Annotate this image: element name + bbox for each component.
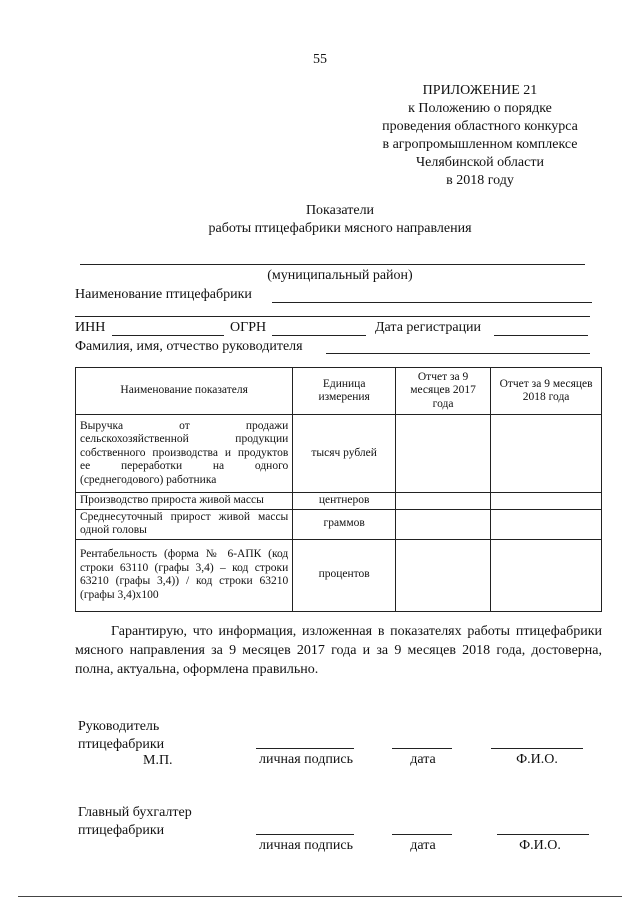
director-fio-field[interactable] [491,748,583,749]
column-header-2017: Отчет за 9 месяцев 2017 года [396,368,491,415]
factory-name-field-line2[interactable] [75,316,590,317]
ogrn-label: ОГРН [230,320,267,335]
registration-date-label: Дата регистрации [375,320,482,335]
indicator-unit: центнеров [293,493,396,510]
value-2017-cell[interactable] [396,509,491,539]
director-signature-field[interactable] [256,748,354,749]
appendix-line: Челябинской области [416,155,544,170]
director-name-field[interactable] [326,353,590,354]
accountant-date-field[interactable] [392,834,452,835]
column-header-2018: Отчет за 9 месяцев 2018 года [491,368,602,415]
indicator-unit: граммов [293,509,396,539]
indicators-table [75,367,602,612]
director-title [78,718,164,754]
indicator-name: Производство прироста живой массы [76,493,293,510]
date-caption: дата [410,838,436,853]
director-date-field[interactable] [392,748,452,749]
table-row [76,509,602,539]
value-2018-cell[interactable] [491,539,602,611]
column-header-unit: Единица измерения [293,368,396,415]
accountant-title-line1: Главный бухгалтер [78,805,192,820]
district-field-line[interactable] [80,264,585,265]
district-caption: (муниципальный район) [267,268,413,283]
factory-name-label: Наименование птицефабрики [75,287,252,302]
indicator-name: Рентабельность (форма № 6-АПК (код строки 63110 (графы 3,4) – код строки 63210 (графы 3,4)) / код строки 63210 (графы 3,4)х100 [76,539,293,611]
ogrn-field[interactable] [272,335,366,336]
accountant-signature-field[interactable] [256,834,354,835]
page-number: 55 [313,52,327,67]
value-2018-cell[interactable] [491,493,602,510]
factory-name-field[interactable] [272,302,592,303]
director-title-line1: Руководитель [78,719,160,734]
director-name-label: Фамилия, имя, отчество руководителя [75,339,303,354]
director-title-line2: птицефабрики [78,737,165,752]
appendix-line: ПРИЛОЖЕНИЕ 21 [422,83,538,98]
stamp-placeholder: М.П. [143,753,173,768]
accountant-title [78,804,192,840]
inn-label: ИНН [75,320,106,335]
signature-caption: личная подпись [259,752,353,767]
guarantee-statement: Гарантирую, что информация, изложенная в показателях работы птицефабрики мясного направления за 9 месяцев 2017 года и за 9 месяцев 2018 года, достоверна, полна, актуальна, оформлена правильно. [75,624,602,677]
fio-caption: Ф.И.О. [516,752,558,767]
inn-field[interactable] [112,335,224,336]
appendix-line: в агропромышленном комплексе [382,137,578,152]
indicator-unit: тысяч рублей [293,415,396,493]
page-bottom-rule [18,896,622,897]
signature-caption: личная подпись [259,838,353,853]
accountant-fio-field[interactable] [497,834,589,835]
value-2018-cell[interactable] [491,509,602,539]
appendix-header [360,82,600,190]
value-2017-cell[interactable] [396,539,491,611]
table-row [76,539,602,611]
appendix-line: в 2018 году [446,173,514,188]
indicator-name: Выручка от продажи сельскохозяйственной продукции собственного производства и продуктов ее переработки на одного (среднегодового) работника [76,415,293,493]
column-header-indicator: Наименование показателя [76,368,293,415]
fio-caption: Ф.И.О. [519,838,561,853]
indicator-unit: процентов [293,539,396,611]
value-2018-cell[interactable] [491,415,602,493]
value-2017-cell[interactable] [396,493,491,510]
document-title [0,202,640,238]
appendix-line: проведения областного конкурса [382,119,578,134]
registration-date-field[interactable] [494,335,588,336]
table-row [76,493,602,510]
value-2017-cell[interactable] [396,415,491,493]
date-caption: дата [410,752,436,767]
title-line-1: Показатели [305,203,375,218]
table-header-row [76,368,602,415]
appendix-line: к Положению о порядке [408,101,552,116]
accountant-title-line2: птицефабрики [78,823,165,838]
table-row [76,415,602,493]
indicator-name: Среднесуточный прирост живой массы одной головы [76,509,293,539]
title-line-2: работы птицефабрики мясного направления [208,221,472,236]
